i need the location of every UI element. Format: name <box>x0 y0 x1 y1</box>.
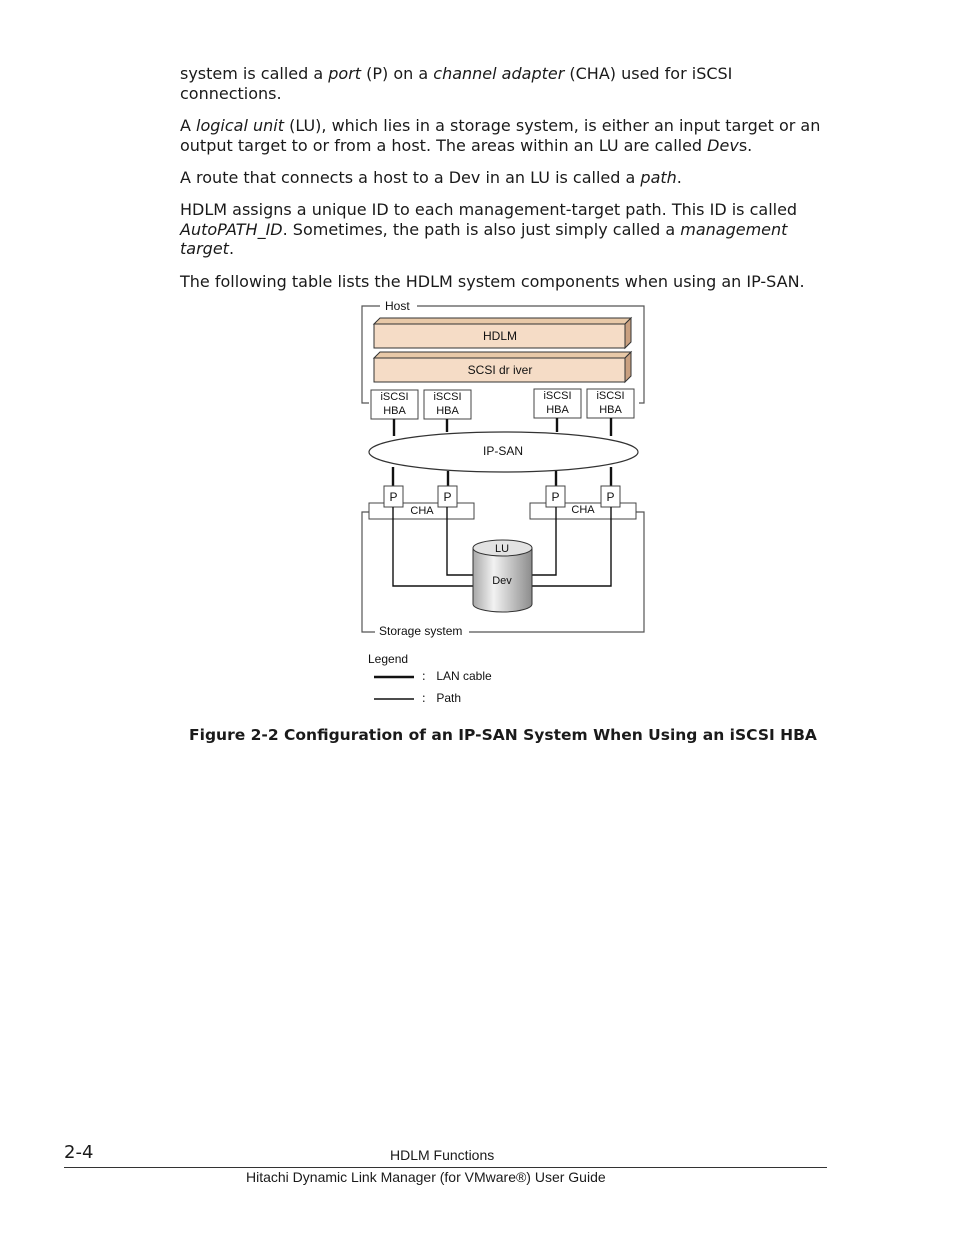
hba-label: iSCSI <box>543 390 572 402</box>
hba-3 <box>534 389 581 418</box>
cha-label: CHA <box>410 505 434 517</box>
term-channel-adapter: channel adapter <box>433 64 565 83</box>
paragraph-path <box>180 168 830 188</box>
port-2 <box>438 486 457 507</box>
port-4 <box>601 486 620 507</box>
port-1 <box>384 486 403 507</box>
legend-title: Legend <box>368 652 409 666</box>
hba-4 <box>587 389 634 418</box>
text-run: . Sometimes, the path is also just simply called a <box>282 219 681 239</box>
lu-label: LU <box>494 543 510 555</box>
port-label: P <box>551 490 560 504</box>
lu-cylinder <box>473 540 532 612</box>
dev-label: Dev <box>492 575 512 587</box>
term-logical-unit: logical unit <box>196 116 284 135</box>
port-label: P <box>443 490 452 504</box>
cha-label: CHA <box>571 504 595 516</box>
term-port: port <box>328 64 362 83</box>
text-run: (LU), which lies in a storage system, is either an input target or an output target to or from a host. The areas within an LU are called <box>180 116 821 155</box>
paragraph-autopath-id <box>180 200 830 259</box>
footer-section-title: HDLM Functions <box>390 1147 495 1163</box>
term-management-target: management target <box>180 219 788 258</box>
hba-label: HBA <box>546 404 569 416</box>
text-run: A <box>180 116 197 135</box>
port-label: P <box>606 490 615 504</box>
text-run: A route that connects a host to a Dev in an LU is called a <box>180 168 641 187</box>
scsi-driver-label: SCSI dr iver <box>467 363 533 377</box>
hdlm-label: HDLM <box>482 329 518 343</box>
host-label: Host <box>385 299 410 313</box>
paragraph-port <box>180 64 830 103</box>
hba-label: iSCSI <box>596 390 625 402</box>
ip-san-cloud <box>369 432 638 472</box>
hba-label: HBA <box>436 405 459 417</box>
port-label: P <box>389 490 398 504</box>
text-run: HDLM assigns a unique ID to each management-target path. This ID is called <box>180 200 798 219</box>
hdlm-box <box>374 318 631 348</box>
legend-lan-label: ： LAN cable <box>421 669 492 683</box>
term-path: path <box>640 168 677 187</box>
paragraph-logical-unit <box>180 116 830 155</box>
hba-2 <box>424 390 471 419</box>
text-run: s. <box>738 135 753 155</box>
storage-label: Storage system <box>379 624 463 638</box>
hba-label: HBA <box>599 404 622 416</box>
text-run: (CHA) used for iSCSI connections. <box>180 64 733 103</box>
text-run: . <box>676 168 682 187</box>
ip-san-label: IP-SAN <box>482 444 524 458</box>
footer-document-title: Hitachi Dynamic Link Manager (for VMware®) User Guide <box>246 1169 606 1185</box>
text-run: (P) on a <box>361 64 434 83</box>
legend-path-label: ： Path <box>421 691 462 705</box>
hba-label: HBA <box>383 405 406 417</box>
text-run: . <box>228 239 235 258</box>
page-number: 2-4 <box>64 1142 94 1163</box>
paragraph-table-intro: The following table lists the HDLM system components when using an IP-SAN. <box>180 272 805 291</box>
footer-divider <box>64 1167 827 1168</box>
ip-san-configuration-diagram <box>355 296 655 711</box>
hba-label: iSCSI <box>380 391 409 403</box>
port-3 <box>546 486 565 507</box>
term-dev: Dev <box>707 135 739 155</box>
hba-1 <box>371 390 418 419</box>
figure-caption: Figure 2-2 Configuration of an IP-SAN System When Using an iSCSI HBA <box>189 726 817 744</box>
term-autopath-id: AutoPATH_ID <box>180 219 283 239</box>
scsi-driver-box <box>374 352 631 382</box>
hba-label: iSCSI <box>433 391 462 403</box>
text-run: system is called a <box>180 64 329 83</box>
legend <box>368 652 492 705</box>
